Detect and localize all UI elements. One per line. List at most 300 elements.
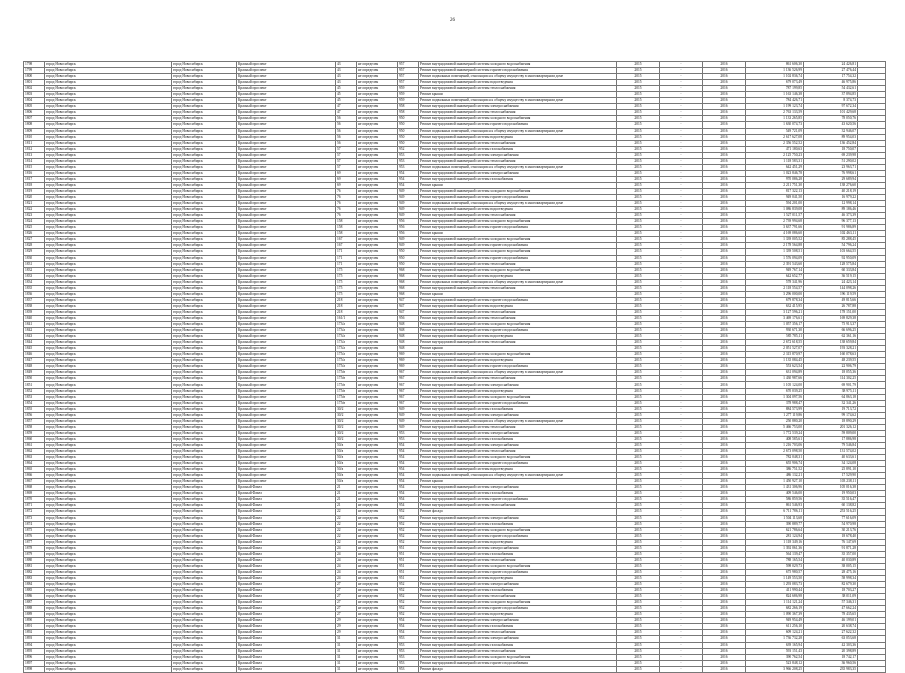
table-cell: 390 889,77 bbox=[746, 521, 804, 527]
table-cell: город Новосибирск bbox=[172, 170, 237, 176]
table-cell: город Новосибирск bbox=[172, 449, 237, 455]
table-cell: 17 754,32 bbox=[804, 74, 858, 80]
table-cell: 1846 bbox=[24, 352, 45, 358]
table-cell: город Новосибирск bbox=[172, 340, 237, 346]
table-cell: город Новосибирск bbox=[172, 394, 237, 400]
table-cell: - bbox=[660, 231, 703, 237]
table-cell: 2016 bbox=[703, 164, 746, 170]
table-cell: 2015 bbox=[617, 273, 660, 279]
table-cell: 2015 bbox=[617, 62, 660, 68]
table-cell: город Новосибирск bbox=[45, 340, 172, 346]
table-cell: 2016 bbox=[703, 551, 746, 557]
table-cell: - bbox=[660, 134, 703, 140]
table-cell: 1817 bbox=[24, 176, 45, 182]
table-cell: 25 891,10 bbox=[804, 467, 858, 473]
table-cell: не определен bbox=[357, 315, 398, 321]
table-cell: 27 bbox=[336, 594, 357, 600]
table-cell: Ремонт внутридомовой инженерной системы газоснабжения bbox=[419, 588, 617, 594]
table-cell: город Новосибирск bbox=[172, 116, 237, 122]
table-cell: 235 983,35 bbox=[804, 666, 858, 672]
table-cell: 1 135 084,45 bbox=[746, 358, 804, 364]
table-cell: 2015 bbox=[617, 382, 660, 388]
table-cell: 2015 bbox=[617, 406, 660, 412]
table-cell: Красный проспект bbox=[237, 376, 336, 382]
table-cell: 2015 bbox=[617, 551, 660, 557]
table-cell: 2015 bbox=[617, 225, 660, 231]
table-cell: 2015 bbox=[617, 219, 660, 225]
table-cell: 8 374,73 bbox=[804, 98, 858, 104]
table-cell: Красный Факел bbox=[237, 497, 336, 503]
table-cell: 2015 bbox=[617, 346, 660, 352]
table-cell: 1866 bbox=[24, 473, 45, 479]
table-cell: Красный Факел bbox=[237, 521, 336, 527]
table-cell: не определен bbox=[357, 249, 398, 255]
table-cell: 2015 bbox=[617, 243, 660, 249]
table-cell: 32 946,07 bbox=[804, 128, 858, 134]
table-cell: 30/2 bbox=[336, 424, 357, 430]
table-cell: город Новосибирск bbox=[45, 164, 172, 170]
table-cell: 953 bbox=[398, 152, 419, 158]
table-cell: 930 671,30 bbox=[746, 328, 804, 334]
table-cell: 954 bbox=[398, 479, 419, 485]
table-cell: - bbox=[660, 642, 703, 648]
table-cell: город Новосибирск bbox=[172, 515, 237, 521]
table-cell: 2016 bbox=[703, 92, 746, 98]
table-cell: 23 963,71 bbox=[804, 164, 858, 170]
table-cell: 2015 bbox=[617, 497, 660, 503]
table-cell: город Новосибирск bbox=[45, 315, 172, 321]
table-cell: 2 617 627,08 bbox=[746, 134, 804, 140]
table-cell: 69 bbox=[336, 170, 357, 176]
table-cell: 949 bbox=[398, 237, 419, 243]
table-cell: Ремонт внутридомовой инженерной системы газоснабжения bbox=[419, 521, 617, 527]
table-cell: Красный Факел bbox=[237, 563, 336, 569]
table-cell: 57 bbox=[336, 146, 357, 152]
table-cell: Ремонт внутридомовой инженерной системы электроснабжения bbox=[419, 104, 617, 110]
table-cell: Красный проспект bbox=[237, 164, 336, 170]
table-cell: 56 bbox=[336, 134, 357, 140]
table-cell: Красный Факел bbox=[237, 539, 336, 545]
table-cell: 18 750,07 bbox=[804, 146, 858, 152]
table-cell: 2016 bbox=[703, 382, 746, 388]
table-cell: 175/в bbox=[336, 382, 357, 388]
table-cell: - bbox=[660, 618, 703, 624]
table-cell: - bbox=[660, 225, 703, 231]
table-cell: Ремонт внутридомовой инженерной системы водоотведения bbox=[419, 207, 617, 213]
table-cell: Красный проспект bbox=[237, 291, 336, 297]
table-cell: город Новосибирск bbox=[172, 400, 237, 406]
table-cell: 175/в bbox=[336, 400, 357, 406]
table-cell: Ремонт подвальных помещений, относящихся к общему имуществу в многоквартирном доме bbox=[419, 128, 617, 134]
table-cell: город Новосибирск bbox=[172, 237, 237, 243]
table-cell: 38 005,15 bbox=[804, 563, 858, 569]
table-cell: 2015 bbox=[617, 285, 660, 291]
table-cell: Красный Факел bbox=[237, 612, 336, 618]
table-cell: 953 bbox=[398, 648, 419, 654]
table-cell: город Новосибирск bbox=[172, 291, 237, 297]
table-cell: город Новосибирск bbox=[172, 455, 237, 461]
table-cell: 1824 bbox=[24, 219, 45, 225]
table-cell: Красный проспект bbox=[237, 237, 336, 243]
table-cell: город Новосибирск bbox=[45, 533, 172, 539]
table-cell: 817 322,13 bbox=[746, 188, 804, 194]
table-cell: 2016 bbox=[703, 533, 746, 539]
table-cell: Красный проспект bbox=[237, 334, 336, 340]
table-cell: 27 622,32 bbox=[804, 630, 858, 636]
table-cell: - bbox=[660, 666, 703, 672]
table-cell: 28 475,16 bbox=[804, 569, 858, 575]
table-cell: 2016 bbox=[703, 309, 746, 315]
table-cell: 954 bbox=[398, 624, 419, 630]
table-cell: 959 bbox=[398, 98, 419, 104]
table-cell: Ремонт внутридомовой инженерной системы теплоснабжения bbox=[419, 315, 617, 321]
table-cell: 655 906,74 bbox=[746, 461, 804, 467]
table-cell: 1847 bbox=[24, 358, 45, 364]
table-cell: Красный Факел bbox=[237, 624, 336, 630]
table-cell: Красный проспект bbox=[237, 182, 336, 188]
table-cell: город Новосибирск bbox=[45, 563, 172, 569]
table-cell: город Новосибирск bbox=[172, 158, 237, 164]
table-cell: 1825 bbox=[24, 225, 45, 231]
table-cell: город Новосибирск bbox=[172, 582, 237, 588]
table-cell: Ремонт внутридомовой инженерной системы горячего водоснабжения bbox=[419, 461, 617, 467]
table-cell: Красный Факел bbox=[237, 594, 336, 600]
table-cell: 2016 bbox=[703, 86, 746, 92]
table-cell: город Новосибирск bbox=[172, 279, 237, 285]
table-cell: 2015 bbox=[617, 201, 660, 207]
table-cell: 2015 bbox=[617, 255, 660, 261]
table-cell: 2016 bbox=[703, 515, 746, 521]
table-cell: 1878 bbox=[24, 545, 45, 551]
table-cell: 36 960,56 bbox=[804, 660, 858, 666]
table-cell: 2016 bbox=[703, 297, 746, 303]
table-cell: 594 201,00 bbox=[746, 201, 804, 207]
table-cell: Ремонт внутридомовой инженерной системы холодного водоснабжения bbox=[419, 249, 617, 255]
table-cell: 2015 bbox=[617, 430, 660, 436]
table-cell: 138 659,84 bbox=[804, 340, 858, 346]
table-cell: 2016 bbox=[703, 182, 746, 188]
table-cell: город Новосибирск bbox=[172, 424, 237, 430]
table-cell: - bbox=[660, 116, 703, 122]
table-cell: 954 bbox=[398, 182, 419, 188]
table-cell: - bbox=[660, 195, 703, 201]
table-cell: город Новосибирск bbox=[172, 328, 237, 334]
table-cell: 1 430 987,66 bbox=[746, 376, 804, 382]
table-cell: 5 466 753,00 bbox=[746, 424, 804, 430]
table-cell: 969 bbox=[398, 352, 419, 358]
table-cell: 824 686,98 bbox=[746, 594, 804, 600]
table-cell: город Новосибирск bbox=[45, 406, 172, 412]
table-cell: 1844 bbox=[24, 340, 45, 346]
table-cell: Ремонт внутридомовой инженерной системы теплоснабжения bbox=[419, 630, 617, 636]
table-cell: 1 105 124,00 bbox=[746, 382, 804, 388]
table-cell: 22 bbox=[336, 515, 357, 521]
table-cell: город Новосибирск bbox=[45, 267, 172, 273]
table-cell: не определен bbox=[357, 164, 398, 170]
table-cell: 954 bbox=[398, 618, 419, 624]
table-cell: Ремонт внутридомовой инженерной системы теплоснабжения bbox=[419, 340, 617, 346]
table-cell: не определен bbox=[357, 449, 398, 455]
table-cell: 97 672,34 bbox=[804, 104, 858, 110]
table-cell: 408 585,61 bbox=[746, 436, 804, 442]
table-cell: Красный Факел bbox=[237, 606, 336, 612]
table-cell: 2016 bbox=[703, 575, 746, 581]
table-cell: 2015 bbox=[617, 303, 660, 309]
table-cell: - bbox=[660, 207, 703, 213]
table-cell: - bbox=[660, 80, 703, 86]
table-cell: - bbox=[660, 660, 703, 666]
table-cell: 22 bbox=[336, 539, 357, 545]
table-cell: 949 bbox=[398, 406, 419, 412]
table-cell: 952 bbox=[398, 606, 419, 612]
table-cell: 1813 bbox=[24, 152, 45, 158]
table-cell: город Новосибирск bbox=[172, 551, 237, 557]
table-cell: город Новосибирск bbox=[45, 485, 172, 491]
table-cell: не определен bbox=[357, 309, 398, 315]
table-cell: город Новосибирск bbox=[45, 152, 172, 158]
table-cell: 31 bbox=[336, 666, 357, 672]
table-cell: город Новосибирск bbox=[45, 261, 172, 267]
table-cell: - bbox=[660, 527, 703, 533]
table-cell: 950 bbox=[398, 255, 419, 261]
table-cell: не определен bbox=[357, 612, 398, 618]
table-cell: 2016 bbox=[703, 588, 746, 594]
table-cell: город Новосибирск bbox=[45, 515, 172, 521]
table-cell: 175/в bbox=[336, 394, 357, 400]
table-cell: 2 125 750,23 bbox=[746, 152, 804, 158]
table-cell: 486 132,21 bbox=[746, 473, 804, 479]
table-cell: город Новосибирск bbox=[172, 430, 237, 436]
table-cell: 2015 bbox=[617, 358, 660, 364]
table-cell: - bbox=[660, 285, 703, 291]
table-cell: 35 357,00 bbox=[804, 551, 858, 557]
table-cell: 1833 bbox=[24, 273, 45, 279]
table-cell: 2015 bbox=[617, 636, 660, 642]
table-cell: 2016 bbox=[703, 654, 746, 660]
table-cell: 76 bbox=[336, 188, 357, 194]
table-cell: город Новосибирск bbox=[172, 557, 237, 563]
table-cell: 1 736 732,28 bbox=[746, 636, 804, 642]
table-cell: не определен bbox=[357, 225, 398, 231]
table-cell: город Новосибирск bbox=[172, 134, 237, 140]
table-cell: 956 bbox=[398, 219, 419, 225]
table-cell: 1805 bbox=[24, 104, 45, 110]
table-cell: 2015 bbox=[617, 110, 660, 116]
table-cell: 281 124,94 bbox=[746, 533, 804, 539]
table-cell: город Новосибирск bbox=[45, 400, 172, 406]
table-cell: 2015 bbox=[617, 660, 660, 666]
table-cell: 390 762,54 bbox=[746, 654, 804, 660]
table-cell: 167 bbox=[336, 237, 357, 243]
table-cell: не определен bbox=[357, 207, 398, 213]
table-cell: 2015 bbox=[617, 515, 660, 521]
table-cell: Ремонт внутридомовой инженерной системы горячего водоснабжения bbox=[419, 328, 617, 334]
table-cell: 1862 bbox=[24, 449, 45, 455]
table-cell: 968 bbox=[398, 267, 419, 273]
table-cell: город Новосибирск bbox=[45, 594, 172, 600]
table-cell: 2015 bbox=[617, 575, 660, 581]
table-cell: 968 bbox=[398, 279, 419, 285]
table-cell: Красный проспект bbox=[237, 98, 336, 104]
table-cell: 2016 bbox=[703, 666, 746, 672]
table-cell: 66 696,25 bbox=[804, 328, 858, 334]
table-cell: Красный Факел bbox=[237, 660, 336, 666]
table-cell: Красный проспект bbox=[237, 158, 336, 164]
table-cell: город Новосибирск bbox=[45, 279, 172, 285]
table-cell: не определен bbox=[357, 182, 398, 188]
table-cell: 31 bbox=[336, 636, 357, 642]
table-cell: Ремонт внутридомовой инженерной системы электроснабжения bbox=[419, 412, 617, 418]
table-cell: Ремонт внутридомовой инженерной системы теплоснабжения bbox=[419, 309, 617, 315]
table-cell: 679 878,34 bbox=[746, 297, 804, 303]
table-cell: 2015 bbox=[617, 461, 660, 467]
table-cell: 1855 bbox=[24, 406, 45, 412]
table-cell: город Новосибирск bbox=[45, 412, 172, 418]
table-cell: - bbox=[660, 267, 703, 273]
table-cell: 2016 bbox=[703, 255, 746, 261]
table-cell: 77 616,09 bbox=[804, 515, 858, 521]
table-cell: Красный проспект bbox=[237, 346, 336, 352]
table-cell: 2 211 751,30 bbox=[746, 182, 804, 188]
table-cell: Ремонт внутридомовой инженерной системы водоотведения bbox=[419, 303, 617, 309]
table-cell: город Новосибирск bbox=[45, 182, 172, 188]
table-cell: 1 136 526,99 bbox=[746, 68, 804, 74]
table-cell: 861 606,30 bbox=[746, 62, 804, 68]
table-cell: город Новосибирск bbox=[45, 455, 172, 461]
table-cell: 953 bbox=[398, 158, 419, 164]
table-cell: 957 bbox=[398, 80, 419, 86]
table-cell: не определен bbox=[357, 231, 398, 237]
table-cell: 101 429,68 bbox=[804, 110, 858, 116]
table-cell: - bbox=[660, 473, 703, 479]
table-cell: не определен bbox=[357, 122, 398, 128]
table-cell: 2015 bbox=[617, 128, 660, 134]
table-cell: 50/а bbox=[336, 455, 357, 461]
table-cell: 1860 bbox=[24, 436, 45, 442]
table-cell: не определен bbox=[357, 606, 398, 612]
table-cell: 2016 bbox=[703, 455, 746, 461]
table-cell: не определен bbox=[357, 267, 398, 273]
table-cell: 47 662,24 bbox=[804, 606, 858, 612]
table-cell: 2016 bbox=[703, 207, 746, 213]
table-cell: 18 055,36 bbox=[804, 370, 858, 376]
table-cell: город Новосибирск bbox=[45, 188, 172, 194]
table-cell: - bbox=[660, 612, 703, 618]
table-cell: 102 463,11 bbox=[804, 231, 858, 237]
table-cell: не определен bbox=[357, 473, 398, 479]
table-cell: город Новосибирск bbox=[45, 551, 172, 557]
table-cell: 158 bbox=[336, 219, 357, 225]
table-cell: 2016 bbox=[703, 364, 746, 370]
table-cell: город Новосибирск bbox=[172, 636, 237, 642]
table-cell: 968 bbox=[398, 291, 419, 297]
table-cell: 250 880,20 bbox=[746, 418, 804, 424]
table-cell: город Новосибирск bbox=[172, 509, 237, 515]
table-cell: Красный проспект bbox=[237, 400, 336, 406]
table-cell: город Новосибирск bbox=[45, 582, 172, 588]
table-cell: 218 bbox=[336, 297, 357, 303]
table-cell: - bbox=[660, 503, 703, 509]
table-cell: - bbox=[660, 334, 703, 340]
table-cell: 1802 bbox=[24, 86, 45, 92]
table-cell: 82 679,30 bbox=[804, 582, 858, 588]
table-cell: 2015 bbox=[617, 588, 660, 594]
table-cell: 2016 bbox=[703, 146, 746, 152]
table-cell: - bbox=[660, 394, 703, 400]
table-cell: 2015 bbox=[617, 436, 660, 442]
table-cell: 2015 bbox=[617, 261, 660, 267]
table-cell: 12 998,14 bbox=[804, 201, 858, 207]
table-cell: 2016 bbox=[703, 406, 746, 412]
table-cell: - bbox=[660, 158, 703, 164]
table-cell: 1859 bbox=[24, 430, 45, 436]
table-cell: не определен bbox=[357, 128, 398, 134]
table-cell: 2015 bbox=[617, 74, 660, 80]
table-cell: город Новосибирск bbox=[172, 146, 237, 152]
table-cell: 2016 bbox=[703, 636, 746, 642]
table-cell: 175 bbox=[336, 267, 357, 273]
table-cell: 958 bbox=[398, 110, 419, 116]
table-cell: 2 391 543,60 bbox=[746, 261, 804, 267]
table-cell: Красный проспект bbox=[237, 249, 336, 255]
table-cell: 2015 bbox=[617, 557, 660, 563]
table-cell: город Новосибирск bbox=[45, 358, 172, 364]
table-cell: Ремонт внутридомовой инженерной системы водоотведения bbox=[419, 134, 617, 140]
table-cell: город Новосибирск bbox=[45, 557, 172, 563]
table-cell: Ремонт внутридомовой инженерной системы горячего водоснабжения bbox=[419, 255, 617, 261]
table-cell: 31 bbox=[336, 648, 357, 654]
table-cell: 2016 bbox=[703, 491, 746, 497]
table-cell: 2016 bbox=[703, 231, 746, 237]
table-cell: город Новосибирск bbox=[172, 569, 237, 575]
table-cell: город Новосибирск bbox=[172, 545, 237, 551]
table-cell: не определен bbox=[357, 176, 398, 182]
table-cell: 43 bbox=[336, 68, 357, 74]
table-cell: город Новосибирск bbox=[172, 588, 237, 594]
table-cell: не определен bbox=[357, 642, 398, 648]
table-cell: 171 bbox=[336, 249, 357, 255]
table-cell: 34 124,08 bbox=[804, 461, 858, 467]
table-cell: 32 341,26 bbox=[804, 400, 858, 406]
table-cell: 2015 bbox=[617, 539, 660, 545]
table-cell: 954 bbox=[398, 170, 419, 176]
table-cell: 54 970,98 bbox=[804, 521, 858, 527]
table-cell: - bbox=[660, 436, 703, 442]
table-cell: Ремонт подвальных помещений, относящихся к общему имуществу в многоквартирном доме bbox=[419, 164, 617, 170]
table-cell: город Новосибирск bbox=[45, 92, 172, 98]
table-cell: 40 218,19 bbox=[804, 188, 858, 194]
table-cell: 2015 bbox=[617, 68, 660, 74]
table-cell: 27 bbox=[336, 588, 357, 594]
table-cell: 2015 bbox=[617, 322, 660, 328]
table-cell: 2016 bbox=[703, 261, 746, 267]
table-cell: 1 163 146,38 bbox=[746, 92, 804, 98]
table-cell: 1856 bbox=[24, 412, 45, 418]
table-cell: 1 133 265,85 bbox=[746, 116, 804, 122]
table-cell: Красный Факел bbox=[237, 527, 336, 533]
table-cell: 27 bbox=[336, 582, 357, 588]
table-cell: Ремонт внутридомовой инженерной системы горячего водоснабжения bbox=[419, 533, 617, 539]
table-cell: Красный Факел bbox=[237, 485, 336, 491]
table-cell: 564 139,47 bbox=[746, 551, 804, 557]
table-cell: 1881 bbox=[24, 563, 45, 569]
table-cell: 50/а bbox=[336, 442, 357, 448]
table-cell: 953 bbox=[398, 666, 419, 672]
table-cell: 949 bbox=[398, 207, 419, 213]
table-cell: - bbox=[660, 412, 703, 418]
table-cell: 2015 bbox=[617, 146, 660, 152]
table-cell: 954 bbox=[398, 449, 419, 455]
